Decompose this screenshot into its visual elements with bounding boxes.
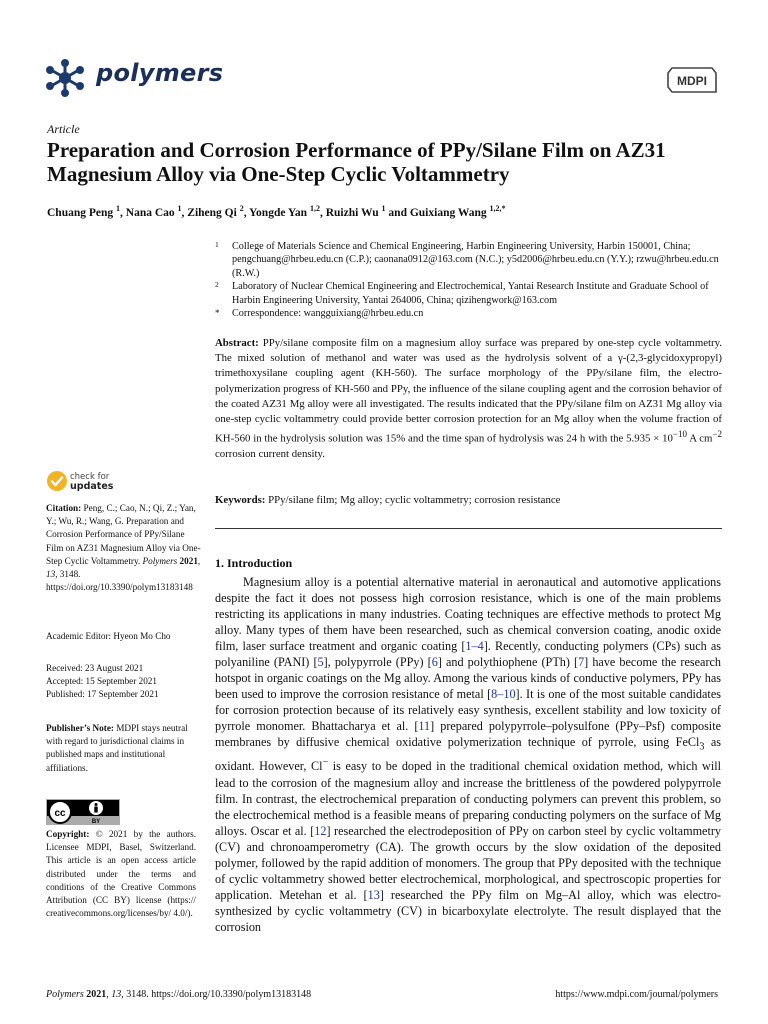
copyright-notice: Copyright: © 2021 by the authors. Licensee MDPI, Basel, Switzerland. This article is an open access article distributed under the terms and conditions of the Creative Commons Attribution (CC BY) license (https:// creativecommons.org/licenses/by/ 4.0/).	[46, 829, 196, 919]
affiliation-item: 2 Laboratory of Nuclear Chemical Engineering and Electrochemical, Yantai Research Institute and Graduate School of Harbin Engineering University, Yantai 264006, China; qizihengwork@163.com	[215, 280, 709, 306]
citation: Citation: Peng, C.; Cao, N.; Qi, Z.; Yan, Y.; Wu, R.; Wang, G. Preparation and Corrosion Performance of PPy/Silane Film on AZ31 Magnesium Alloy via One-Step Cyclic Voltammetry. Polymers 2021, 13, 3148. https://doi.org/10.3390/polym13183148	[46, 503, 201, 593]
citation-link[interactable]: 8–10	[491, 687, 516, 701]
polymers-logo-icon	[45, 58, 85, 98]
introduction-body	[215, 574, 721, 935]
author-affiliation-mark: 1	[116, 204, 121, 213]
journal-name: polymers	[96, 59, 224, 87]
author-name[interactable]: Ruizhi Wu	[325, 206, 379, 219]
affiliation-list	[215, 240, 725, 320]
body-text-span: ]. It is one of the most suitable candidates for corrosion protection because of its relatively easy synthesis, excellent stability and low toxicity of pyrrole monomer. Bhattacharya et al. [	[215, 687, 721, 733]
svg-text:cc: cc	[54, 808, 66, 819]
received-date: Received: 23 August 2021	[46, 663, 144, 673]
body-text-span: is easy to be doped in the traditional chemical oxidation method, which will lead to the corrosion of the magnesium alloy and increase the brittleness of the powdered polypyrrole film. In contrast, the electrochemical preparation of conducting polymers can prevent this problem, so the electrochemical method is a feasible means of preparing conducting polymers on the surface of Mg alloys. Oscar et al. [	[215, 759, 721, 838]
correspondence-item: * Correspondence: wangguixiang@hrbeu.edu.cn	[215, 308, 424, 320]
author-name[interactable]: Chuang Peng	[47, 206, 114, 219]
article-title: Preparation and Corrosion Performance of PPy/Silane Film on AZ31 Magnesium Alloy via One-Step Cyclic Voltammetry	[47, 138, 666, 186]
body-text-span: ] prepared polypyrrole–polysulfone (PPy–Psf) composite membranes by diffusive chemical oxidative polymerization technique of pyrrole, using FeCl	[215, 719, 721, 749]
author-affiliation-mark: 1	[177, 204, 182, 213]
author-name[interactable]: Guixiang Wang	[409, 206, 487, 219]
article-type: Article	[47, 122, 80, 136]
affiliation-item: 1 College of Materials Science and Chemical Engineering, Harbin Engineering University, Harbin 150001, China; pengchuang@hrbeu.edu.cn (C.P.); caonana0912@163.com (N.C.); y5d2006@hrbeu.edu.cn (Y.Y.); rzwu@hrbeu.edu.cn (R.W.)	[215, 240, 719, 279]
citation-link[interactable]: 6	[431, 655, 438, 669]
footer-journal-url[interactable]: https://www.mdpi.com/journal/polymers	[555, 989, 718, 1000]
body-text-span: ], polypyrrole (PPy) [	[323, 655, 432, 669]
publisher-name: MDPI	[677, 74, 707, 88]
body-text-span: ] researched the PPy film on Mg–Al alloy, which was electro-synthesized by cyclic voltammetry (CV) in bicarboxylate electrolyte. The result displayed that the corrosion	[215, 887, 721, 934]
publisher-note: Publisher’s Note: MDPI stays neutral with regard to jurisdictional claims in published maps and institutional affiliations.	[46, 723, 188, 773]
body-text-span: ] researched the electrodeposition of PPy on carbon steel by cyclic voltammetry (CV) and chronoamperometry (CA). The growth occurs by the slow oxidation of the deposited polymer, followed by the rapid addition of monomers. The group that PPy deposited with the technique of cyclic voltammetry showed better electrochemical, morphological, and spectroscopic properties for application. Metehan et al. [	[215, 823, 721, 902]
body-text-span: as oxidant. However, Cl	[215, 735, 721, 774]
body-text-span: ] have become the research hotspot in organic coatings on the Mg alloy. Among the various kinds of conductive polymers, PPy has been used to improve the corrosion resistance of metal [	[215, 655, 722, 701]
body-paragraph	[215, 574, 721, 935]
doi-link[interactable]: , 3148. https://doi.org/10.3390/polym13183148	[46, 569, 193, 593]
author-list: Chuang Peng $^1$, Nana Cao $^1$, Ziheng Qi $^2$, Yongde Yan $^{1,2}$, Ruizhi Wu $^1$ and Guixiang Wang $^{1,2,*}$	[47, 204, 506, 219]
check-for-updates-icon[interactable]	[46, 470, 68, 492]
body-text-span: ] and polythiophene (PTh) [	[437, 655, 579, 669]
author-name[interactable]: Nana Cao	[125, 206, 175, 219]
author-affiliation-mark: 2	[239, 204, 244, 213]
cc-label: BY	[91, 819, 101, 825]
author-name[interactable]: Yongde Yan	[249, 206, 308, 219]
author-affiliation-mark: 1,2	[309, 204, 320, 213]
abstract-label: Abstract:	[215, 337, 259, 349]
footer-citation: Polymers 2021, 13, 3148. https://doi.org/10.3390/polym13183148	[46, 989, 312, 1000]
citation-link[interactable]: 11	[418, 719, 431, 733]
divider	[215, 528, 722, 529]
subscript: 3	[699, 741, 705, 753]
citation-link[interactable]: 12	[314, 823, 327, 838]
citation-link[interactable]: 13	[367, 887, 380, 902]
check-for-updates-link[interactable]: check for updates	[70, 472, 114, 492]
published-date: Published: 17 September 2021	[46, 689, 159, 700]
keywords: Keywords: PPy/silane film; Mg alloy; cyclic voltammetry; corrosion resistance	[215, 494, 561, 506]
author-affiliation-mark: 1	[381, 204, 386, 213]
citation-link[interactable]: 7	[578, 655, 585, 669]
keywords-label: Keywords:	[215, 494, 266, 506]
abstract: Abstract: PPy/silane composite film on a magnesium alloy surface was prepared by one-step cycle voltammetry. The mixed solution of methanol and water was used as the hydrolysis solvent of a γ-(2,3-glycidoxypropyl) trimethoxysilane coupling agent (KH-560). The surface morphology of the PPy/silane film, the electro-polymerization progress of KH-560 and PPy, the influence of the silane coupling agent and the corrosion behavior of the coated AZ31 Mg alloy were all investigated. The results indicated that the PPy/silane film on AZ31 Mg alloy via one-step cyclic voltammetry could provide better corrosion protection for an Mg alloy when the volume fraction of KH-560 in the hydrolysis solution was 15% and the time span of hydrolysis was 24 h with the $5.935 \times 10^{-10}$ A $cm^{-2}$ corrosion current density.	[215, 337, 723, 461]
academic-editor: Academic Editor: Hyeon Mo Cho	[46, 631, 171, 641]
body-text-span: Magnesium alloy is a potential alternative material in aeronautical and automotive applications despite the fact it does not possess high corrosion resistance, which is one of the main problems restricting its applications in many industries. Coating techniques are effective methods to protect Mg alloy. Many types of them have been researched, such as chemical conversion coating, anodic oxide film, laser surface treatment and organic coating [	[215, 575, 721, 653]
section-heading: 1. Introduction	[215, 556, 293, 570]
author-affiliation-mark: 1,2,*	[489, 204, 506, 213]
mdpi-logo-icon	[666, 65, 718, 95]
publication-dates	[46, 662, 201, 702]
superscript: −	[322, 757, 329, 769]
cc-by-license-icon[interactable]	[46, 799, 120, 825]
accepted-date: Accepted: 15 September 2021	[46, 676, 157, 687]
body-text-span: ]. Recently, conducting polymers (CPs) such as polyaniline (PANI) [	[215, 639, 722, 669]
author-name[interactable]: Ziheng Qi	[187, 206, 237, 219]
citation-link[interactable]: 5	[317, 655, 324, 669]
citation-link[interactable]: 1–4	[465, 639, 484, 653]
